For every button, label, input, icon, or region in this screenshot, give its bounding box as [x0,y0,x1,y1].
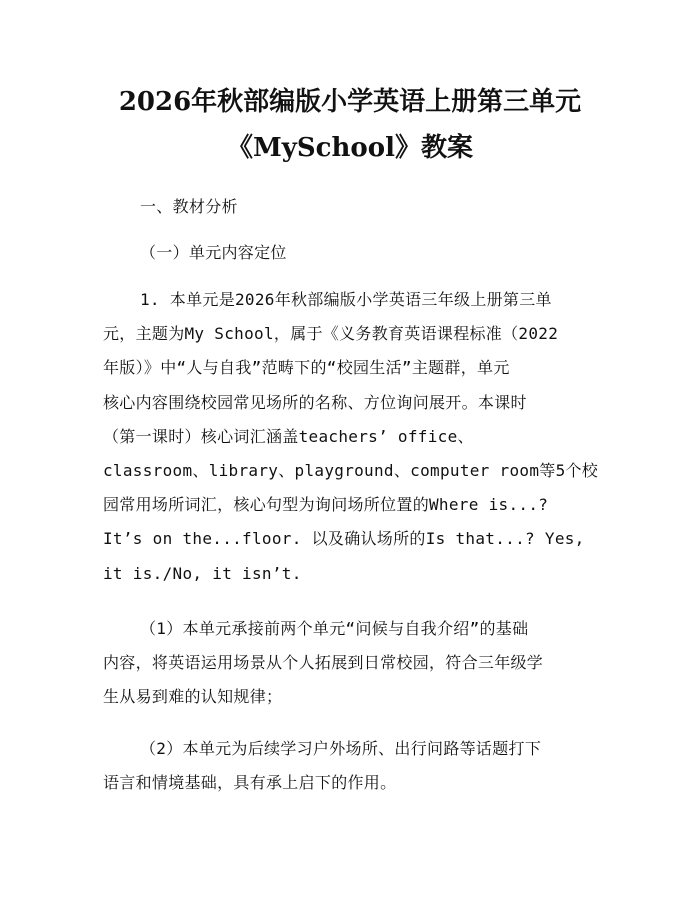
paragraph-line: 核心内容围绕校园常见场所的名称、方位询问展开。本课时 [103,392,527,412]
paragraph-line: （2）本单元为后续学习户外场所、出行问路等话题打下 [140,739,542,758]
paragraph-line: classroom、library、playground、computer room等5个校 [103,460,599,480]
paragraph-point-1 [103,612,543,715]
paragraph-line: It’s on the...floor. 以及确认场所的Is that...? Yes, [103,529,585,549]
subsection-heading: （一）单元内容定位 [140,243,287,262]
paragraph-line: 语言和情境基础，具有承上启下的作用。 [103,773,397,793]
paragraph-point-2 [103,732,541,800]
paragraph-line: 内容，将英语运用场景从个人拓展到日常校园，符合三年级学 [103,653,544,673]
paragraph-line: （1）本单元承接前两个单元“问候与自我介绍”的基础 [140,619,529,638]
paragraph-unit-positioning [103,283,598,591]
document-title-line-2: 《MySchool》教案 [227,133,473,163]
paragraph-line: 1. 本单元是2026年秋部编版小学英语三年级上册第三单 [140,290,552,309]
paragraph-line: 年版）》中“人与自我”范畴下的“校园生活”主题群，单元 [103,358,510,378]
paragraph-line: 生从易到难的认知规律； [103,687,283,707]
section-heading: 一、教材分析 [140,197,238,216]
paragraph-line: （第一课时）核心词汇涵盖teachers’ office、 [103,426,474,446]
document-title-line-1: 2026年秋部编版小学英语上册第三单元 [118,87,582,117]
paragraph-line: 园常用场所词汇，核心句型为询问场所位置的Where is...? [103,495,549,515]
paragraph-line: 元，主题为My School，属于《义务教育英语课程标准（2022 [103,324,559,344]
paragraph-line: it is./No, it isn’t. [103,563,302,583]
